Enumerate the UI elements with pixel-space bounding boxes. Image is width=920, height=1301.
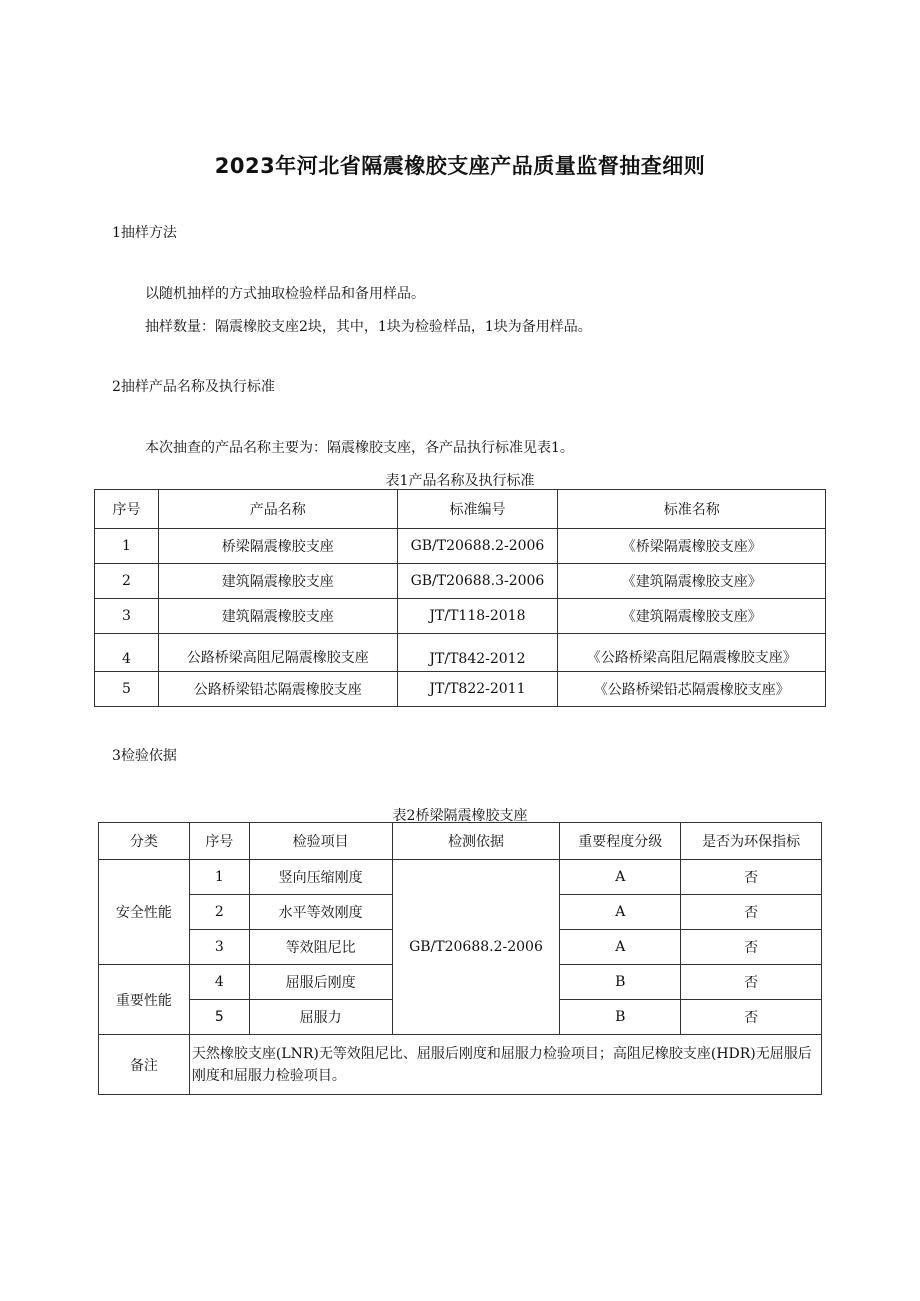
cell-item: 屈服力 <box>249 1000 392 1035</box>
cell-standard-name: 《桥梁隔震橡胶支座》 <box>558 529 826 564</box>
cell-no: 2 <box>95 564 159 599</box>
cell-no: 4 <box>95 634 159 672</box>
cell-env: 否 <box>681 895 822 930</box>
cell-no: 3 <box>95 599 159 634</box>
table-row <box>95 634 826 672</box>
cell-product-name: 公路桥梁铅芯隔震橡胶支座 <box>158 672 397 707</box>
cell-product-name: 桥梁隔震橡胶支座 <box>158 529 397 564</box>
header-cell: 是否为环保指标 <box>681 823 822 860</box>
table-2-caption: 表2桥梁隔震橡胶支座 <box>392 808 528 824</box>
cell-standard-name: 《公路桥梁铅芯隔震橡胶支座》 <box>558 672 826 707</box>
cell-product-name: 建筑隔震橡胶支座 <box>158 564 397 599</box>
cell-product-name: 公路桥梁高阻尼隔震橡胶支座 <box>158 634 397 672</box>
cell-standard-name: 《建筑隔震橡胶支座》 <box>558 599 826 634</box>
header-cell: 重要程度分级 <box>560 823 681 860</box>
cell-no: 2 <box>189 895 249 930</box>
cell-standard-name: 《建筑隔震橡胶支座》 <box>558 564 826 599</box>
cell-standard-code: GB/T20688.2-2006 <box>397 529 558 564</box>
table-header-row <box>95 490 826 529</box>
cell-env: 否 <box>681 965 822 1000</box>
header-cell: 序号 <box>95 490 159 529</box>
section-2-heading: 2抽样产品名称及执行标准 <box>112 379 275 395</box>
table-row <box>95 529 826 564</box>
cell-item: 等效阻尼比 <box>249 930 392 965</box>
cell-standard-code: JT/T822-2011 <box>397 672 558 707</box>
cell-grade: B <box>560 965 681 1000</box>
cell-grade: A <box>560 895 681 930</box>
cell-standard-name: 《公路桥梁高阻尼隔震橡胶支座》 <box>558 634 826 672</box>
cell-standard-code: JT/T842-2012 <box>397 634 558 672</box>
cell-no: 3 <box>189 930 249 965</box>
cell-no: 1 <box>189 860 249 895</box>
inspection-items-table <box>98 822 822 1095</box>
header-cell: 检测依据 <box>392 823 560 860</box>
product-intro-text: 本次抽查的产品名称主要为：隔震橡胶支座，各产品执行标准见表1。 <box>145 440 574 456</box>
category-safety-performance: 安全性能 <box>99 860 190 965</box>
header-cell: 检验项目 <box>249 823 392 860</box>
header-cell: 标准名称 <box>558 490 826 529</box>
header-cell: 标准编号 <box>397 490 558 529</box>
cell-env: 否 <box>681 860 822 895</box>
table-header-row <box>99 823 822 860</box>
cell-item: 屈服后刚度 <box>249 965 392 1000</box>
cell-grade: A <box>560 930 681 965</box>
cell-no: 4 <box>189 965 249 1000</box>
table-row <box>95 564 826 599</box>
category-important-performance: 重要性能 <box>99 965 190 1035</box>
section-3-heading: 3检验依据 <box>112 748 177 764</box>
cell-item: 竖向压缩刚度 <box>249 860 392 895</box>
table-row <box>95 672 826 707</box>
header-cell: 分类 <box>99 823 190 860</box>
page-title: 2023年河北省隔震橡胶支座产品质量监督抽查细则 <box>214 154 706 178</box>
cell-test-basis: GB/T20688.2-2006 <box>392 860 560 1035</box>
cell-no: 5 <box>95 672 159 707</box>
cell-product-name: 建筑隔震橡胶支座 <box>158 599 397 634</box>
header-cell: 序号 <box>189 823 249 860</box>
cell-standard-code: GB/T20688.3-2006 <box>397 564 558 599</box>
header-cell: 产品名称 <box>158 490 397 529</box>
product-standards-table <box>94 489 826 707</box>
cell-env: 否 <box>681 930 822 965</box>
cell-no: 5 <box>189 1000 249 1035</box>
table-row <box>95 599 826 634</box>
cell-no: 1 <box>95 529 159 564</box>
cell-item: 水平等效刚度 <box>249 895 392 930</box>
remarks-label: 备注 <box>99 1035 190 1095</box>
cell-standard-code: JT/T118-2018 <box>397 599 558 634</box>
cell-grade: B <box>560 1000 681 1035</box>
cell-grade: A <box>560 860 681 895</box>
sampling-method-text: 以随机抽样的方式抽取检验样品和备用样品。 <box>145 286 425 302</box>
remarks-row <box>99 1035 822 1095</box>
table-row <box>99 860 822 895</box>
section-1-heading: 1抽样方法 <box>112 225 177 241</box>
remarks-text: 天然橡胶支座(LNR)无等效阻尼比、屈服后刚度和屈服力检验项目；高阻尼橡胶支座(HDR)无屈服后刚度和屈服力检验项目。 <box>189 1035 821 1095</box>
cell-env: 否 <box>681 1000 822 1035</box>
table-1-caption: 表1产品名称及执行标准 <box>385 473 535 489</box>
sampling-quantity-text: 抽样数量：隔震橡胶支座2块，其中，1块为检验样品，1块为备用样品。 <box>145 319 592 335</box>
